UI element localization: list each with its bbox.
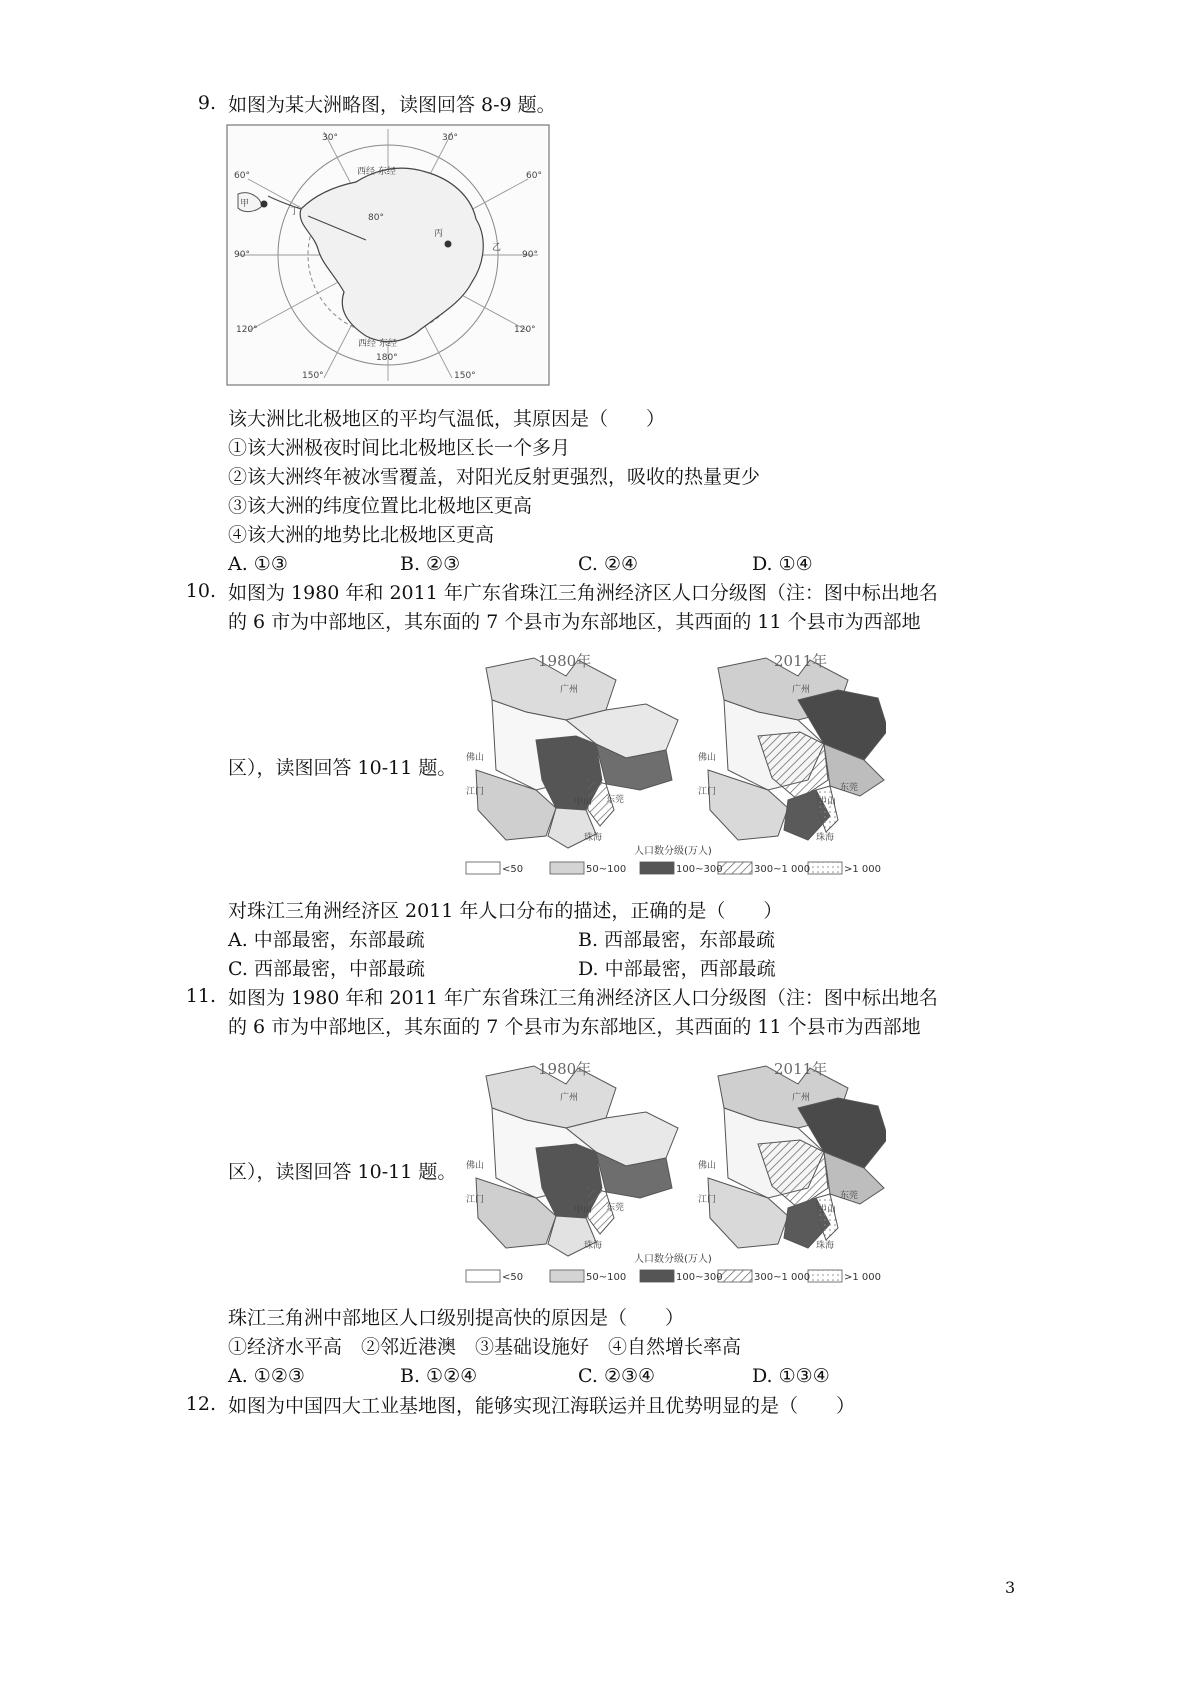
label-dongguan-1980: 东莞 xyxy=(606,795,625,805)
label-lon-90-right: 90° xyxy=(522,250,538,260)
legend-100-300: 100~300 xyxy=(676,1272,723,1283)
legend-gt1000: >1 000 xyxy=(844,864,882,875)
label-dongguan-2011: 东莞 xyxy=(840,783,859,793)
legend-300-1000: 300~1 000 xyxy=(754,1272,811,1283)
polar-projection-svg xyxy=(226,124,550,386)
question-11-option-b[interactable]: B. ①②④ xyxy=(400,1365,478,1387)
question-10-option-c[interactable]: C. 西部最密，中部最疏 xyxy=(228,958,425,980)
question-10-option-b[interactable]: B. 西部最密，东部最疏 xyxy=(578,929,776,951)
label-lon-30-right: 30° xyxy=(442,133,458,143)
label-zhongshan-1980: 中山 xyxy=(574,797,593,807)
legend-title: 人口数分级(万人) xyxy=(634,1254,712,1265)
label-jia: 甲 xyxy=(240,199,250,209)
question-11-stem-line-3: 区），读图回答 10-11 题。 xyxy=(228,1161,457,1183)
map-title-2011: 2011年 xyxy=(774,652,828,670)
delta-population-map-q11 xyxy=(456,1048,886,1288)
question-9-item-4: ④该大洲的地势比北极地区更高 xyxy=(228,524,495,546)
question-11-number: 11. xyxy=(185,985,216,1007)
question-11-items: ①经济水平高 ②邻近港澳 ③基础设施好 ④自然增长率高 xyxy=(228,1336,742,1358)
question-12-number: 12. xyxy=(185,1393,216,1415)
question-9-item-2: ②该大洲终年被冰雪覆盖，对阳光反射更强烈，吸收的热量更少 xyxy=(228,466,761,488)
question-10-number: 10. xyxy=(185,580,216,602)
label-guangzhou-2011: 广州 xyxy=(792,685,811,695)
label-dongguan-2011: 东莞 xyxy=(840,1191,859,1201)
page-number: 3 xyxy=(1005,1578,1016,1597)
label-bing: 丙 xyxy=(434,229,444,239)
legend-lt50: <50 xyxy=(502,1272,524,1283)
label-jiangmen-2011: 江门 xyxy=(698,1195,717,1205)
question-12-stem: 如图为中国四大工业基地图，能够实现江海联运并且优势明显的是（ ） xyxy=(228,1395,856,1417)
label-dongguan-1980: 东莞 xyxy=(606,1203,625,1213)
question-10-stem-line-2: 的 6 市为中部地区，其东面的 7 个县市为东部地区，其西面的 11 个县市为西部地 xyxy=(228,611,921,633)
label-west-east-bottom: 西经 东经 xyxy=(358,339,397,349)
question-11-option-d[interactable]: D. ①③④ xyxy=(752,1365,830,1387)
question-10-stem-line-3: 区），读图回答 10-11 题。 xyxy=(228,757,457,779)
question-9-number: 9. xyxy=(197,92,216,114)
label-lon-150-left: 150° xyxy=(302,371,324,381)
label-zhuhai-1980: 珠海 xyxy=(584,1241,603,1251)
label-lon-180: 180° xyxy=(376,353,398,363)
label-lon-150-right: 150° xyxy=(454,371,476,381)
label-guangzhou-2011: 广州 xyxy=(792,1093,811,1103)
label-foshan-1980: 佛山 xyxy=(466,753,485,763)
question-9-option-a[interactable]: A. ①③ xyxy=(228,553,288,575)
question-9-option-c[interactable]: C. ②④ xyxy=(578,553,639,575)
label-guangzhou-1980: 广州 xyxy=(560,1093,579,1103)
delta-population-map-q10 xyxy=(456,640,886,880)
legend-title: 人口数分级(万人) xyxy=(634,846,712,857)
question-11-option-c[interactable]: C. ②③④ xyxy=(578,1365,656,1387)
legend-100-300: 100~300 xyxy=(676,864,723,875)
legend-lt50: <50 xyxy=(502,864,524,875)
question-9-item-1: ①该大洲极夜时间比北极地区长一个多月 xyxy=(228,437,571,459)
legend-gt1000: >1 000 xyxy=(844,1272,882,1283)
question-10-stem-line-1: 如图为 1980 年和 2011 年广东省珠江三角洲经济区人口分级图（注：图中标出地名 xyxy=(228,582,938,604)
legend-50-100: 50~100 xyxy=(586,864,627,875)
label-jiangmen-1980: 江门 xyxy=(466,1195,485,1205)
question-9-option-d[interactable]: D. ①④ xyxy=(752,553,813,575)
question-11-prompt: 珠江三角洲中部地区人口级别提高快的原因是（ ） xyxy=(228,1307,685,1329)
question-11-option-a[interactable]: A. ①②③ xyxy=(228,1365,305,1387)
question-10-option-d[interactable]: D. 中部最密，西部最疏 xyxy=(578,958,776,980)
label-lat-80: 80° xyxy=(368,213,384,223)
map-title-1980: 1980年 xyxy=(538,652,592,670)
question-9-item-3: ③该大洲的纬度位置比北极地区更高 xyxy=(228,495,533,517)
question-10-prompt: 对珠江三角洲经济区 2011 年人口分布的描述，正确的是（ ） xyxy=(228,900,783,922)
legend-50-100: 50~100 xyxy=(586,1272,627,1283)
map-title-2011: 2011年 xyxy=(774,1060,828,1078)
question-10-option-a[interactable]: A. 中部最密，东部最疏 xyxy=(228,929,425,951)
label-zhuhai-2011: 珠海 xyxy=(816,1241,835,1251)
label-foshan-2011: 佛山 xyxy=(698,753,717,763)
map-title-1980: 1980年 xyxy=(538,1060,592,1078)
label-lon-120-right: 120° xyxy=(514,325,536,335)
label-foshan-1980: 佛山 xyxy=(466,1161,485,1171)
label-west-east-top: 西经 东经 xyxy=(357,167,396,177)
label-ding: 丁 xyxy=(290,207,300,217)
question-9-stem: 如图为某大洲略图，读图回答 8-9 题。 xyxy=(228,94,556,116)
question-11-stem-line-2: 的 6 市为中部地区，其东面的 7 个县市为东部地区，其西面的 11 个县市为西部地 xyxy=(228,1016,921,1038)
label-zhongshan-2011: 中山 xyxy=(818,1205,837,1215)
label-jiangmen-2011: 江门 xyxy=(698,787,717,797)
question-9-option-b[interactable]: B. ②③ xyxy=(400,553,461,575)
label-zhongshan-2011: 中山 xyxy=(818,797,837,807)
question-9-prompt: 该大洲比北极地区的平均气温低，其原因是（ ） xyxy=(228,408,666,430)
label-yi: 乙 xyxy=(492,243,502,253)
label-jiangmen-1980: 江门 xyxy=(466,787,485,797)
label-zhuhai-1980: 珠海 xyxy=(584,833,603,843)
question-11-stem-line-1: 如图为 1980 年和 2011 年广东省珠江三角洲经济区人口分级图（注：图中标出地名 xyxy=(228,987,938,1009)
label-lon-120-left: 120° xyxy=(236,325,258,335)
label-lon-30-left: 30° xyxy=(322,133,338,143)
label-lon-60-left: 60° xyxy=(234,171,250,181)
label-zhongshan-1980: 中山 xyxy=(574,1205,593,1215)
legend-300-1000: 300~1 000 xyxy=(754,864,811,875)
label-foshan-2011: 佛山 xyxy=(698,1161,717,1171)
label-guangzhou-1980: 广州 xyxy=(560,685,579,695)
continent-map xyxy=(226,124,550,386)
label-lon-60-right: 60° xyxy=(526,171,542,181)
label-lon-90-left: 90° xyxy=(234,250,250,260)
label-zhuhai-2011: 珠海 xyxy=(816,833,835,843)
